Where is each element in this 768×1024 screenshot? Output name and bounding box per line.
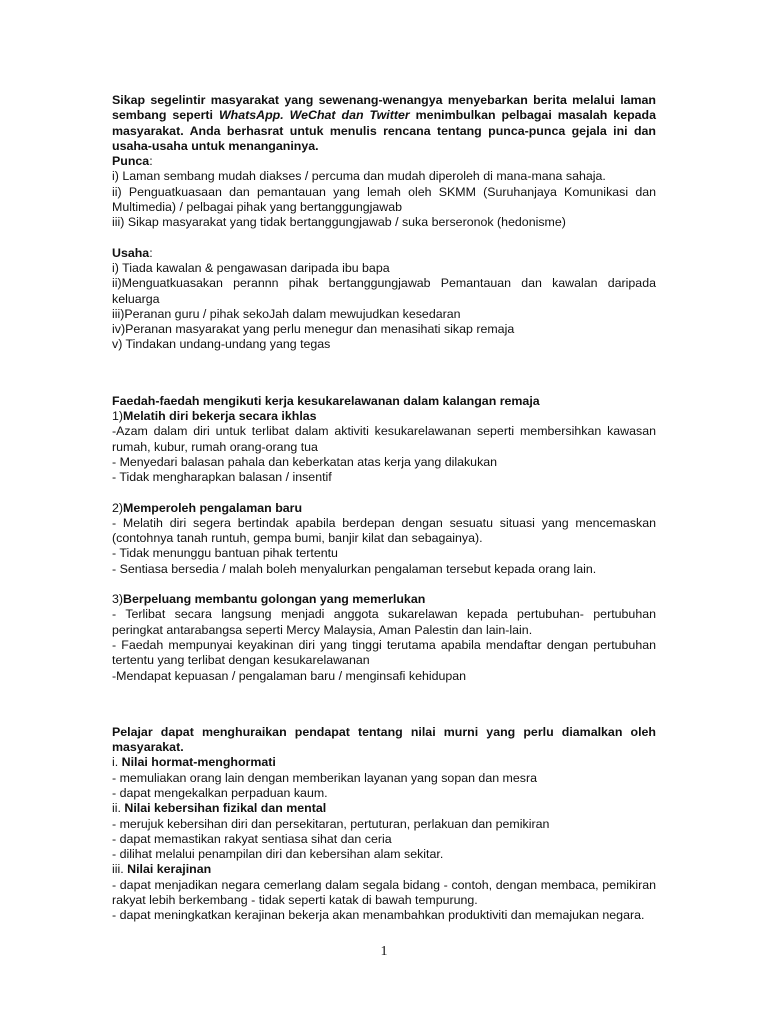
nilai-number: ii. bbox=[112, 801, 125, 816]
point-line: - Faedah mempunyai keyakinan diri yang tinggi terutama apabila mendaftar dengan pertubuhan tertentu yang terlibat dengan kesukarelawanan bbox=[112, 637, 656, 668]
page-number: 1 bbox=[380, 944, 388, 959]
point-line: - Tidak menunggu bantuan pihak tertentu bbox=[112, 546, 338, 561]
usaha-colon: : bbox=[149, 245, 153, 260]
nilai-name: Nilai kebersihan fizikal dan mental bbox=[124, 801, 327, 816]
usaha-item: i) Tiada kawalan & pengawasan daripada ibu bapa bbox=[112, 260, 390, 275]
nilai-line: - dapat meningkatkan kerajinan bekerja akan menambahkan produktiviti dan memajukan negara. bbox=[112, 908, 645, 923]
point-line: - Menyedari balasan pahala dan keberkatan atas kerja yang dilakukan bbox=[112, 454, 498, 469]
prompt-apps: WhatsApp. WeChat dan Twitter bbox=[218, 108, 410, 123]
usaha-item: iv)Peranan masyarakat yang perlu menegur dan menasihati sikap remaja bbox=[112, 322, 515, 337]
nilai-name: Nilai hormat-menghormati bbox=[121, 755, 276, 770]
point-number: 3) bbox=[112, 592, 124, 607]
point-line: - Terlibat secara langsung menjadi anggota sukarelawan kepada pertubuhan- pertubuhan peringkat antarabangsa seperti Mercy Malaysia, Aman Palestin dan lain-lain. bbox=[112, 607, 656, 637]
prompt-part-b: menimbulkan pelbagai masalah kepada masyarakat. Anda berhasrat untuk menulis rencana tentang punca-punca gejala ini dan usaha-usaha untuk menanganinya. bbox=[112, 108, 657, 153]
usaha-item: ii)Menguatkuasakan perannn pihak bertanggungjawab Pemantauan dan kawalan daripada keluarga bbox=[112, 276, 656, 306]
point-line: - Melatih diri segera bertindak apabila berdepan dengan sesuatu situasi yang mencemaskan (contohnya tanah runtuh, gempa bumi, banjir kilat dan sebagainya). bbox=[112, 515, 656, 546]
nilai-heading bbox=[112, 801, 656, 816]
nilai-number: i. bbox=[112, 755, 122, 770]
section-faedah bbox=[112, 394, 656, 684]
punca-item: ii) Penguatkuasaan dan pemantauan yang lemah oleh SKMM (Suruhanjaya Komunikasi dan Multimedia) / pelbagai pihak yang bertanggungjawab bbox=[112, 184, 656, 215]
nilai-line: - memuliakan orang lain dengan memberikan layanan yang sopan dan mesra bbox=[112, 770, 537, 785]
nilai-heading bbox=[112, 862, 656, 877]
point-number: 2) bbox=[112, 500, 124, 515]
section-nilai-murni bbox=[112, 725, 656, 924]
usaha-item: iii)Peranan guru / pihak sekoJah dalam mewujudkan kesedaran bbox=[112, 306, 461, 321]
document-page bbox=[112, 93, 656, 924]
faedah-title: Faedah-faedah mengikuti kerja kesukarelawanan dalam kalangan remaja bbox=[112, 393, 540, 408]
faedah-point-heading bbox=[112, 501, 656, 516]
punca-item: iii) Sikap masyarakat yang tidak bertanggungjawab / suka berseronok (hedonisme) bbox=[112, 215, 566, 230]
usaha-item: v) Tindakan undang-undang yang tegas bbox=[112, 337, 331, 352]
point-number: 1) bbox=[112, 409, 124, 424]
usaha-heading-line bbox=[112, 246, 656, 261]
essay-prompt bbox=[112, 93, 656, 154]
punca-colon: : bbox=[149, 154, 153, 169]
point-heading: Memperoleh pengalaman baru bbox=[123, 500, 303, 515]
nilai-line: - merujuk kebersihan diri dan persekitaran, pertuturan, perlakuan dan pemikiran bbox=[112, 816, 550, 831]
usaha-heading: Usaha bbox=[112, 245, 150, 260]
nilai-line: - dapat menjadikan negara cemerlang dalam segala bidang - contoh, dengan membaca, pemikiran rakyat lebih berkembang - tidak seperti katak di bawah tempurung. bbox=[112, 877, 656, 908]
nilai-line: - dilihat melalui penampilan diri dan kebersihan alam sekitar. bbox=[112, 847, 444, 862]
point-line: - Sentiasa bersedia / malah boleh menyalurkan pengalaman tersebut kepada orang lain. bbox=[112, 561, 597, 576]
punca-item: i) Laman sembang mudah diakses / percuma dan mudah diperoleh di mana-mana sahaja. bbox=[112, 169, 606, 184]
nilai-line: - dapat memastikan rakyat sentiasa sihat dan ceria bbox=[112, 831, 392, 846]
nilai-name: Nilai kerajinan bbox=[127, 862, 212, 877]
section-punca-usaha bbox=[112, 93, 656, 353]
point-heading: Berpeluang membantu golongan yang memerlukan bbox=[123, 592, 426, 607]
point-line: -Azam dalam diri untuk terlibat dalam aktiviti kesukarelawanan seperti membersihkan kawasan rumah, kubur, rumah orang-orang tua bbox=[112, 424, 656, 454]
nilai-line: - dapat mengekalkan perpaduan kaum. bbox=[112, 785, 328, 800]
faedah-point-heading bbox=[112, 592, 656, 607]
nilai-title: Pelajar dapat menghuraikan pendapat tentang nilai murni yang perlu diamalkan oleh masyarakat. bbox=[112, 724, 656, 755]
nilai-heading bbox=[112, 755, 656, 770]
point-line: - Tidak mengharapkan balasan / insentif bbox=[112, 470, 332, 485]
prompt-part-a: Sikap segelintir masyarakat yang sewenang-wenangya menyebarkan berita melalui laman sembang seperti bbox=[112, 93, 656, 123]
faedah-point-heading bbox=[112, 409, 656, 424]
point-line: -Mendapat kepuasan / pengalaman baru / menginsafi kehidupan bbox=[112, 668, 467, 683]
nilai-number: iii. bbox=[112, 862, 128, 877]
punca-heading-line bbox=[112, 154, 656, 169]
punca-heading: Punca bbox=[112, 154, 150, 169]
point-heading: Melatih diri bekerja secara ikhlas bbox=[123, 409, 317, 424]
